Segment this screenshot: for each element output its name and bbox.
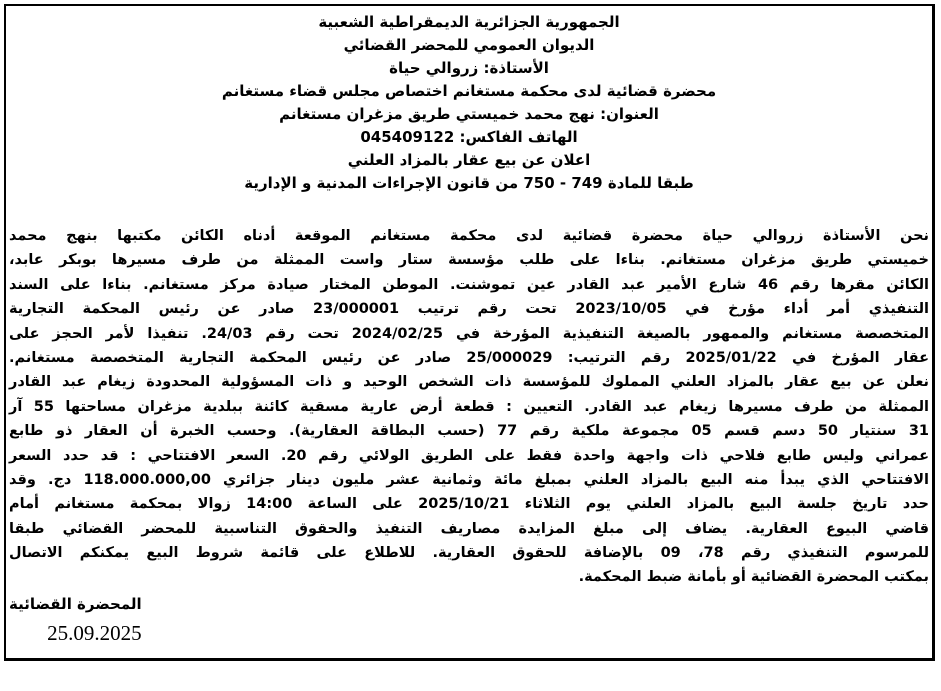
body-line: نحن الأستاذة زروالي حياة محضرة قضائية لدى محكمة مستغانم الموقعة أدناه الكائن مكتبها بنهج محمد — [9, 228, 929, 244]
signature-label: المحضرة القضائية — [9, 595, 142, 613]
notice-frame — [4, 4, 935, 661]
body-line: المتخصصة مستغانم والممهور بالصيغة التنفيذية المؤرخة في 2024/02/25 تحت رقم 24/03. تنفيذا لأمر الحجز على — [9, 325, 929, 342]
body-line: عمراني وليس طابع فلاحي ذات واجهة واحدة فقط على الطريق الولائي رقم 20. السعر الافتتاحي : قد حدد السعر — [9, 447, 929, 464]
header-phone-fax: الهاتف الفاكس: 045409122 — [360, 128, 578, 146]
body-line: حدد تاريخ جلسة البيع بالمزاد العلني يوم الثلاثاء 2025/10/21 على الساعة 14:00 زوالا بمحكمة مستغانم أمام — [9, 496, 930, 513]
notice-body — [9, 224, 929, 590]
body-line: بمكتب المحضرة القضائية أو بأمانة ضبط المحكمة. — [578, 569, 929, 586]
notice-date: 25.09.2025 — [47, 621, 142, 645]
header-republic: الجمهورية الجزائرية الديمقراطية الشعبية — [318, 13, 620, 31]
body-line: عقار المؤرخ في 2025/01/22 رقم الترتيب: 25/000029 صادر عن رئيس المحكمة التجارية المتخصصة مستغانم. — [9, 349, 929, 366]
notice-footer — [9, 590, 929, 648]
header-office: الديوان العمومي للمحضر القضائي — [343, 36, 595, 54]
header-bailiff-name: الأستاذة: زروالي حياة — [389, 59, 549, 77]
body-line: قاضي البيوع العقارية. يضاف إلى مبلغ المزايدة مصاريف التنفيذ والحقوق التناسبية للمحضر القضائي طبقا — [9, 520, 929, 537]
body-line: نعلن عن بيع عقار بالمزاد العلني المملوك للمؤسسة ذات الشخص الوحيد و ذات المسؤولية المحدودة زيغام عبد القادر — [9, 374, 929, 391]
header-jurisdiction: محضرة قضائية لدى محكمة مستغانم اختصاص مجلس قضاء مستغانم — [221, 82, 717, 100]
header-address: العنوان: نهج محمد خميستي طريق مزغران مستغانم — [279, 105, 659, 123]
body-line: الكائن مقرها رقم 46 شارع الأمير عبد القادر عين تموشنت. الموطن المختار صيادة مركز مستغانم. بناءا على السند — [9, 276, 929, 293]
body-line: الممثلة من طرف مسيرها زيغام عبد القادر. التعيين : قطعة أرض عارية مسقية كائنة ببلدية مزغران مساحتها 55 آر — [9, 398, 929, 415]
notice-header — [6, 11, 932, 195]
body-line: للمرسوم التنفيذي رقم 78، 09 بالإضافة للحقوق العقارية. للاطلاع على قائمة شروط البيع يمكنكم الاتصال — [9, 545, 930, 562]
body-line: خميستي طريق مزغران مستغانم. بناءا على طلب مؤسسة ستار واست الممثلة من طرف مسيرها بوبكر عابد، — [9, 252, 929, 269]
body-line: الافتتاحي الذي يبدأ منه البيع بالمزاد العلني بمبلغ مائة وثمانية عشر مليون دينار جزائري 118.000.000,00 دج. وقد — [9, 471, 929, 488]
body-line: التنفيذي أمر أداء مؤرخ في 2023/10/05 تحت رقم ترتيب 23/000001 صادر عن رئيس المحكمة التجارية — [9, 301, 929, 318]
legal-basis: طبقا للمادة 749 - 750 من قانون الإجراءات المدنية و الإدارية — [244, 174, 694, 192]
notice-title: اعلان عن بيع عقار بالمزاد العلني — [347, 151, 591, 169]
body-line: 31 سنتيار 50 دسم قسم 05 مجموعة ملكية رقم 77 (حسب البطاقة العقارية). وحسب الخبرة أن العقار ذو طابع — [9, 423, 929, 440]
